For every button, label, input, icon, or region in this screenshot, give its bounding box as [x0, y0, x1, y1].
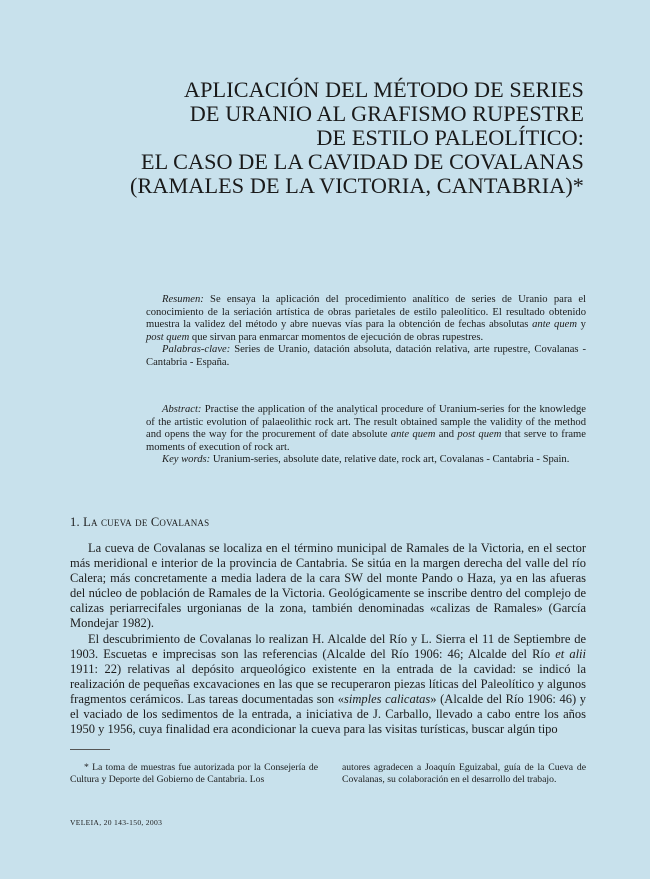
body-simples-calicatas: simples calicatas: [344, 691, 431, 706]
key-words-text: Uranium-series, absolute date, relative date, rock art, Covalanas - Cantabria - Spain.: [210, 454, 570, 466]
resumen-ante-quem: ante quem: [532, 319, 577, 331]
title-line: DE URANIO AL GRAFISMO RUPESTRE: [189, 101, 584, 126]
abstract-ante-quem: ante quem: [390, 429, 436, 441]
body-paragraph: La cueva de Covalanas se localiza en el término municipal de Ramales de la Victoria, en el sector más meridional e interior de la provincia de Cantabria. Se sitúa en la margen derecha del valle del río Calera; más concretamente a media ladera de la cara SW del monte Pando o Haza, ya en las afueras del núcleo de población de Ramales de la Victoria. Geológicamente se inscribe dentro del complejo de calizas periarrecifales urgonianas de la zona, también denominadas «calizas de Ramales» (García Mondejar 1982).: [70, 541, 586, 631]
abstract-post-quem: post quem: [457, 429, 502, 441]
abstract-label: Abstract:: [162, 404, 202, 415]
palabras-clave-paragraph: [146, 344, 586, 369]
title-line: (RAMALES DE LA VICTORIA, CANTABRIA)*: [130, 173, 584, 198]
article-title: [120, 78, 584, 198]
resumen-conjunction: y: [576, 319, 586, 331]
resumen-text-2: que sirvan para enmarcar momentos de ejecución de obras rupestres.: [189, 331, 484, 343]
title-line: DE ESTILO PALEOLÍTICO:: [316, 125, 584, 150]
resumen-label: Resumen:: [162, 294, 204, 305]
abstract-conjunction: and: [435, 429, 458, 441]
title-line: APLICACIÓN DEL MÉTODO DE SERIES: [183, 77, 584, 102]
resumen-block: [146, 294, 586, 370]
body-text: [70, 541, 586, 737]
palabras-clave-text: Series de Uranio, datación absoluta, datación relativa, arte rupestre, Covalanas - Cantabria - España.: [146, 344, 586, 368]
section-heading: [70, 515, 209, 530]
footnote-text-continued: autores agradecen a Joaquín Eguizabal, guía de la Cueva de Covalanas, su colaboración en el desarrollo del trabajo.: [342, 762, 586, 786]
palabras-clave-label: Palabras-clave:: [162, 344, 231, 356]
footnote-rule: [70, 749, 110, 750]
footnote-left-column: [70, 762, 318, 787]
title-line: EL CASO DE LA CAVIDAD DE COVALANAS: [140, 149, 584, 174]
resumen-post-quem: post quem: [146, 331, 190, 343]
section-title: La cueva de Covalanas: [83, 515, 210, 529]
key-words-label: Key words:: [162, 454, 211, 466]
abstract-block: [146, 404, 586, 467]
key-words-paragraph: [146, 454, 586, 467]
section-number: 1.: [70, 515, 80, 529]
body-text-segment: 1911: 22) relativas al depósito arqueológico existente en la entrada de la cavidad: se indicó la realización de pequeñas excavaciones en las que se recuperaron piezas líticas del Paleolítico y algunos fragmentos cerámicos. Las tareas documentadas son «: [70, 661, 586, 706]
footnote-text: * La toma de muestras fue autorizada por la Consejería de Cultura y Deporte del Gobierno de Cantabria. Los: [70, 762, 318, 786]
journal-folio: VELEIA, 20 143-150, 2003: [70, 818, 163, 827]
abstract-text-2: that serve to frame moments of execution of rock art.: [146, 429, 586, 453]
resumen-text-1: Se ensaya la aplicación del procedimiento analítico de series de Uranio para el conocimiento de la seriación artística de obras parietales de estilo paleolítico. El resultado obtenido muestra la validez del método y abre nuevas vías para la obtención de fechas absolutas: [146, 294, 586, 331]
body-text-segment: » (Alcalde del Río 1906: 46) y el vaciado de los sedimentos de la entrada, a iniciativa de J. Carballo, llevado a cabo entre los años 1950 y 1956, cuya finalidad era acondicionar la cueva para las visitas turísticas, buscar algún tipo: [70, 691, 586, 737]
resumen-paragraph: [146, 294, 586, 344]
body-et-alii: et alii: [555, 646, 586, 661]
abstract-text-1: Practise the application of the analytical procedure of Uranium-series for the knowledge of the artistic evolution of palaeolithic rock art. The result obtained sample the validity of the method and opens the way for the procurement of date absolute: [146, 404, 586, 441]
body-text-segment: El descubrimiento de Covalanas lo realizan H. Alcalde del Río y L. Sierra el 11 de Septiembre de 1903. Escuetas e imprecisas son las referencias (Alcalde del Río 1906: 46; Alcalde del Río: [70, 631, 586, 661]
abstract-paragraph: [146, 404, 586, 454]
footnote-right-column: [342, 762, 586, 787]
body-paragraph: [70, 632, 586, 738]
